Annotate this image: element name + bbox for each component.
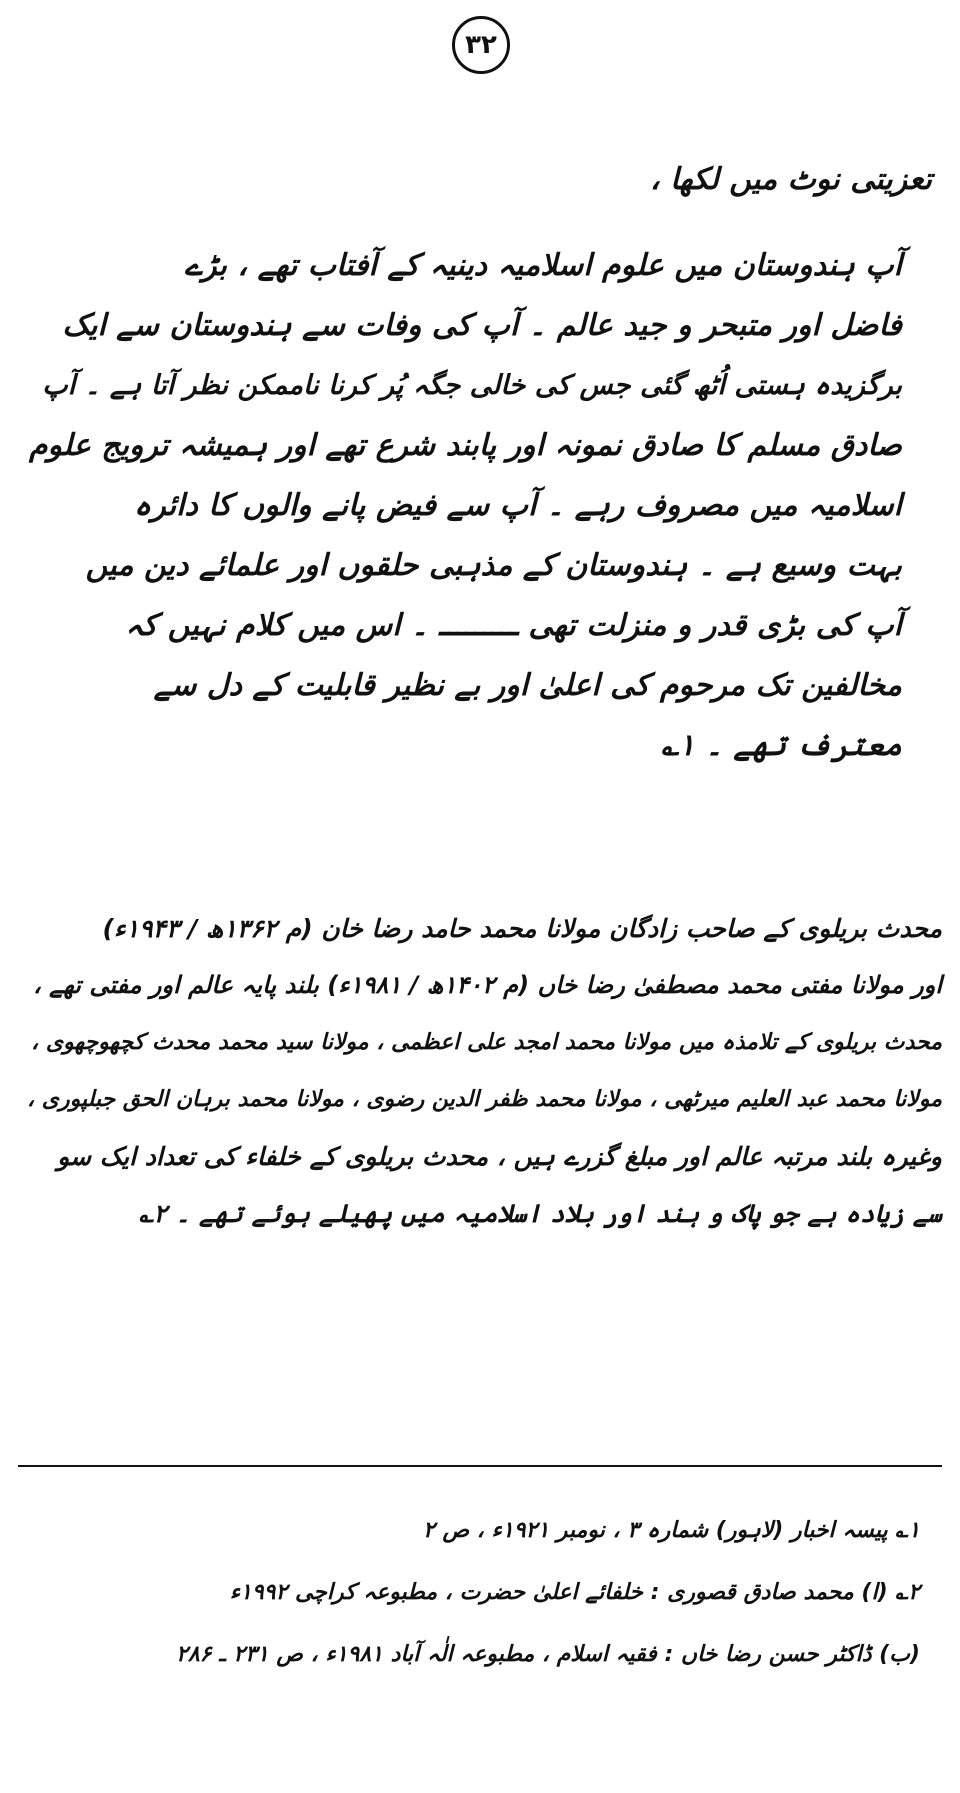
quote-line: صادق مسلم کا صادق نمونہ اور پابند شرع تھے اور ہمیشہ ترویج علوم [28,428,902,463]
quote-line: اسلامیہ میں مصروف رہے ۔ آپ سے فیض پانے والوں کا دائرہ [133,488,902,523]
body-line: وغیرہ بلند مرتبہ عالم اور مبلغ گزرے ہیں ، محدث بریلوی کے خلفاء کی تعداد ایک سو [57,1142,942,1171]
footnotes [20,1500,920,1686]
quote-line: فاضل اور متبحر و جید عالم ۔ آپ کی وفات سے ہندوستان سے ایک [62,308,902,343]
body-line: سے زیادہ ہے جو پاک و ہند اور بلاد اسلامیہ میں پھیلے ہوئے تھے ۔ ۲؎ [138,1199,942,1228]
intro-line: تعزیتی نوٹ میں لکھا ، [650,162,932,197]
body-line: مولانا محمد عبد العلیم میرٹھی ، مولانا محمد ظفر الدین رضوی ، مولانا محمد برہان الحق جبلپوری ، [27,1087,942,1112]
quote-line: معترف تھے ۔ ۱؎ [661,728,902,763]
footnote-line: ۲؎ (ا) محمد صادق قصوری : خلفائے اعلیٰ حضرت ، مطبوعہ کراچی ۱۹۹۲ء [229,1580,920,1605]
footnote-divider [18,1465,942,1467]
quote-line: بہت وسیع ہے ۔ ہندوستان کے مذہبی حلقوں اور علمائے دین میں [85,548,902,583]
body-paragraph [12,900,942,1242]
page-number: ۳۲ [452,16,510,74]
quoted-passage [22,236,902,776]
quote-line: آپ کی بڑی قدر و منزلت تھی ـــــــــ ۔ اس میں کلام نہیں کہ [125,608,902,643]
body-line: محدث بریلوی کے تلامذہ میں مولانا محمد امجد علی اعظمی ، مولانا سید محمد محدث کچھوچھوی ، [31,1030,942,1055]
quote-line: آپ ہندوستان میں علوم اسلامیہ دینیہ کے آفتاب تھے ، بڑے [184,248,902,283]
quote-line: مخالفین تک مرحوم کی اعلیٰ اور بے نظیر قابلیت کے دل سے [153,668,902,703]
footnote-line: (ب) ڈاکٹر حسن رضا خاں : فقیہ اسلام ، مطبوعہ الٰہ آباد ۱۹۸۱ء ، ص ۲۳۱ ـ ۲۸۶ [176,1642,920,1667]
footnote-line: ۱؎ پیسہ اخبار (لاہور) شمارہ ۳ ، نومبر ۱۹۲۱ء ، ص ۲ [423,1518,920,1543]
body-line: محدث بریلوی کے صاحب زادگان مولانا محمد حامد رضا خان (م ۱۳۶۲ھ / ۱۹۴۳ء) [102,914,942,943]
quote-line: برگزیدہ ہستی اُٹھ گئی جس کی خالی جگہ پُر کرنا ناممکن نظر آتا ہے ۔ آپ [42,370,902,401]
body-line: اور مولانا مفتی محمد مصطفیٰ رضا خاں (م ۱۴۰۲ھ / ۱۹۸۱ء) بلند پایہ عالم اور مفتی تھے ، [33,971,942,999]
